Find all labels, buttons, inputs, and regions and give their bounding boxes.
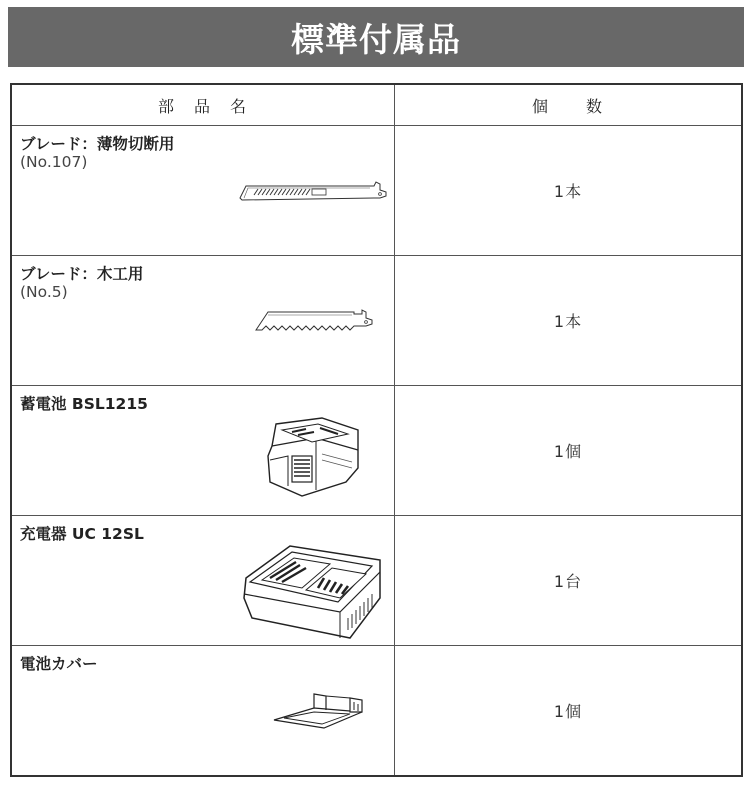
- part-name-cell: [11, 126, 395, 256]
- quantity-value: 1個: [553, 442, 583, 461]
- accessories-table: [10, 83, 743, 777]
- header-part-name: 部 品 名: [11, 84, 395, 126]
- part-name-cell: [11, 646, 395, 777]
- quantity-cell: [395, 386, 743, 516]
- part-name-cell: [11, 516, 395, 646]
- part-name: 電池カバー: [20, 655, 98, 673]
- page-title: 標準付属品: [291, 19, 461, 59]
- part-name: ブレード：薄物切断用: [20, 135, 175, 153]
- wood-blade-icon: [254, 306, 384, 334]
- quantity-cell: [395, 126, 743, 256]
- part-name: 蓄電池 BSL1215: [20, 395, 148, 413]
- part-name-cell: [11, 256, 395, 386]
- thin-blade-icon: [238, 178, 388, 204]
- header-quantity: 個 数: [395, 84, 743, 126]
- quantity-cell: [395, 646, 743, 777]
- table-header-row: [11, 84, 742, 126]
- part-name-cell: [11, 386, 395, 516]
- part-name: ブレード：木工用: [20, 265, 144, 283]
- battery-icon: [262, 416, 364, 500]
- quantity-value: 1台: [553, 572, 583, 591]
- table-row: [11, 126, 742, 256]
- quantity-cell: [395, 516, 743, 646]
- quantity-value: 1本: [553, 182, 583, 201]
- battery-cover-icon: [270, 690, 366, 734]
- quantity-cell: [395, 256, 743, 386]
- part-number: (No.5): [20, 283, 68, 301]
- charger-icon: [240, 538, 386, 642]
- table-row: [11, 516, 742, 646]
- table-row: [11, 646, 742, 777]
- quantity-value: 1本: [553, 312, 583, 331]
- table-row: [11, 386, 742, 516]
- table-row: [11, 256, 742, 386]
- part-number: (No.107): [20, 153, 88, 171]
- quantity-value: 1個: [553, 702, 583, 721]
- title-banner: [8, 7, 744, 67]
- part-name: 充電器 UC 12SL: [20, 525, 144, 543]
